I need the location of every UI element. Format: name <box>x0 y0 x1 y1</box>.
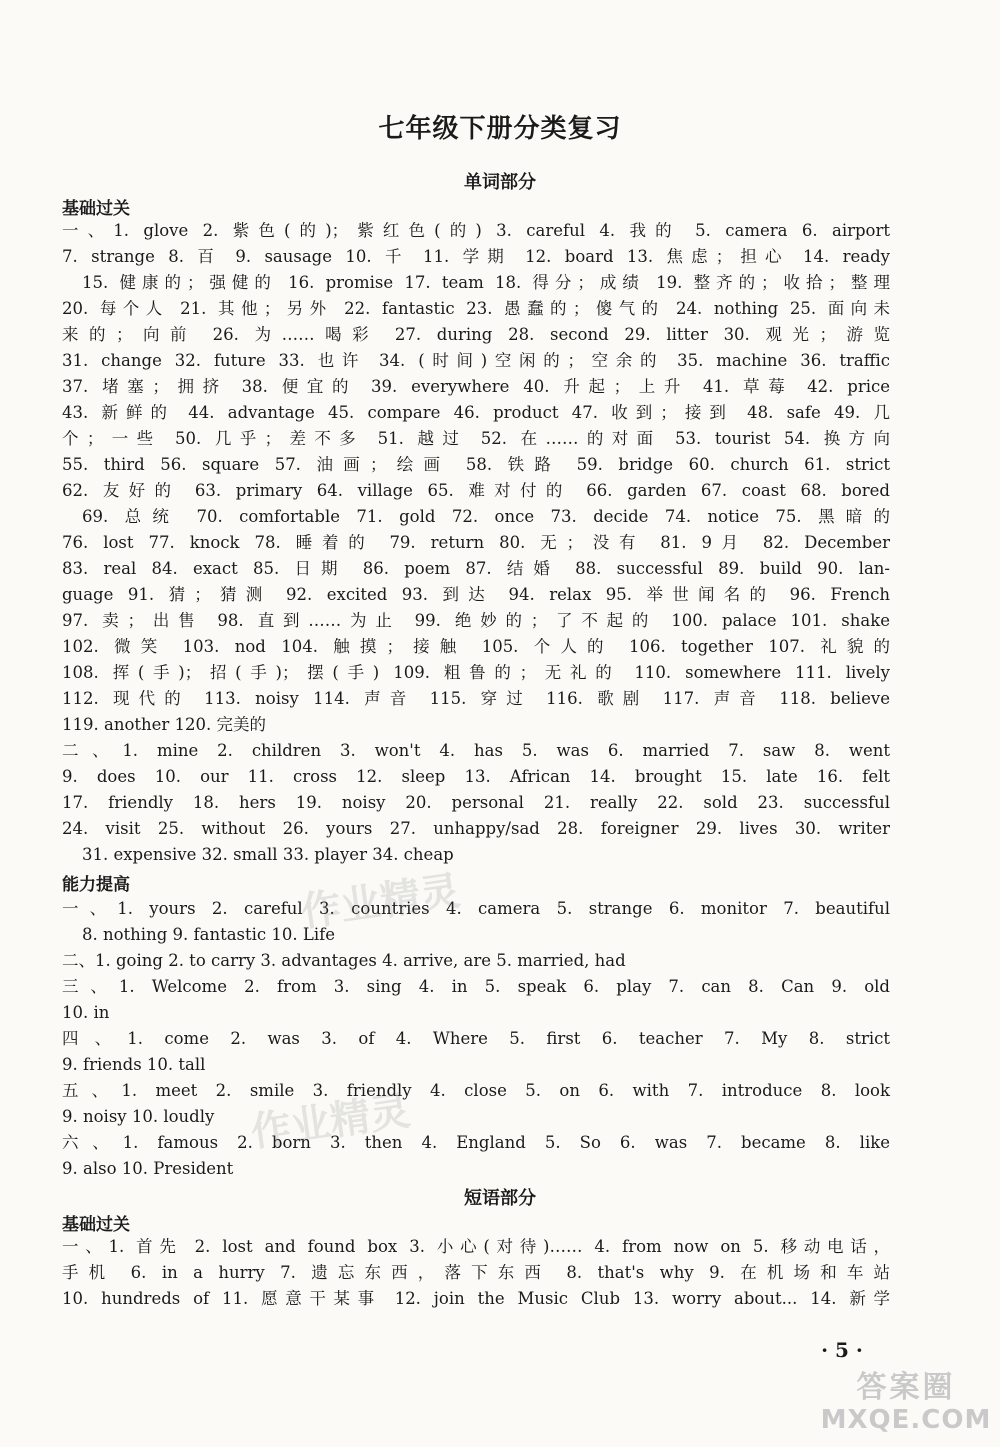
answer-line: 31. expensive 32. small 33. player 34. cheap <box>82 845 454 864</box>
answer-line: 六、1. famous 2. born 3. then 4. England 5. So 6. was 7. became 8. like <box>62 1133 890 1152</box>
section-title-phrases: 短语部分 <box>464 1188 536 1209</box>
answer-line: 83. real 84. exact 85. 日期 86. poem 87. 结婚 88. successful 89. build 90. lan- <box>62 559 890 578</box>
answer-line: 五、1. meet 2. smile 3. friendly 4. close 5. on 6. with 7. introduce 8. look <box>62 1081 890 1100</box>
answer-line: 9. noisy 10. loudly <box>62 1107 215 1126</box>
answer-line: 102. 微笑 103. nod 104. 触摸；接触 105. 个人的 106. together 107. 礼貌的 <box>62 637 890 656</box>
answer-line: 三、1. Welcome 2. from 3. sing 4. in 5. speak 6. play 7. can 8. Can 9. old <box>62 977 890 996</box>
answer-line: 108. 挥(手)；招(手)；摆(手) 109. 粗鲁的；无礼的 110. somewhere 111. lively <box>62 663 890 682</box>
answer-line: 个；一些 50. 几乎；差不多 51. 越过 52. 在……的对面 53. tourist 54. 换方向 <box>62 429 890 448</box>
stamp-watermark: 作业精灵 <box>248 1088 413 1156</box>
answer-line: 15. 健康的；强健的 16. promise 17. team 18. 得分；成绩 19. 整齐的；收拾；整理 <box>82 273 890 292</box>
answer-line: 四、1. come 2. was 3. of 4. Where 5. first 6. teacher 7. My 8. strict <box>62 1029 890 1048</box>
page-title: 七年级下册分类复习 <box>378 114 622 144</box>
answer-line: 二、1. going 2. to carry 3. advantages 4. arrive, are 5. married, had <box>62 951 626 970</box>
watermark-line2: MXQE.COM <box>820 1405 992 1435</box>
sub-heading-basic-words: 基础过关 <box>62 199 130 219</box>
answer-line: 112. 现代的 113. noisy 114. 声音 115. 穿过 116. 歌剧 117. 声音 118. believe <box>62 689 890 708</box>
answer-line: 9. does 10. our 11. cross 12. sleep 13. African 14. brought 15. late 16. felt <box>62 767 890 786</box>
answer-line: 20. 每个人 21. 其他；另外 22. fantastic 23. 愚蠢的；傻气的 24. nothing 25. 面向未 <box>62 299 890 318</box>
sub-heading-basic-phrases: 基础过关 <box>62 1215 130 1235</box>
answer-line: 119. another 120. 完美的 <box>62 715 267 734</box>
answer-line: 二、1. mine 2. children 3. won't 4. has 5. was 6. married 7. saw 8. went <box>62 741 890 760</box>
answer-line: guage 91. 猜；猜测 92. excited 93. 到达 94. relax 95. 举世闻名的 96. French <box>62 585 890 604</box>
answer-line: 9. friends 10. tall <box>62 1055 206 1074</box>
section-title-words: 单词部分 <box>464 172 536 193</box>
answer-line: 一、1. glove 2. 紫色(的)；紫红色(的) 3. careful 4. 我的 5. camera 6. airport <box>62 221 890 240</box>
answer-line: 31. change 32. future 33. 也许 34. (时间)空闲的；空余的 35. machine 36. traffic <box>62 351 890 370</box>
answer-line: 17. friendly 18. hers 19. noisy 20. personal 21. really 22. sold 23. successful <box>62 793 890 812</box>
answer-line: 76. lost 77. knock 78. 睡着的 79. return 80. 无；没有 81. 9月 82. December <box>62 533 890 552</box>
answer-line: 37. 堵塞；拥挤 38. 便宜的 39. everywhere 40. 升起；上升 41. 草莓 42. price <box>62 377 890 396</box>
answer-line: 7. strange 8. 百 9. sausage 10. 千 11. 学期 12. board 13. 焦虑；担心 14. ready <box>62 247 890 266</box>
answer-line: 97. 卖；出售 98. 直到……为止 99. 绝妙的；了不起的 100. palace 101. shake <box>62 611 890 630</box>
answer-line: 来的；向前 26. 为……喝彩 27. during 28. second 29. litter 30. 观光；游览 <box>62 325 890 344</box>
answer-line: 10. hundreds of 11. 愿意干某事 12. join the Music Club 13. worry about... 14. 新学 <box>62 1289 890 1308</box>
answer-line: 69. 总统 70. comfortable 71. gold 72. once 73. decide 74. notice 75. 黑暗的 <box>82 507 890 526</box>
stamp-watermark: 作业精灵 <box>298 868 463 936</box>
answer-line: 9. also 10. President <box>62 1159 234 1178</box>
answer-line: 62. 友好的 63. primary 64. village 65. 难对付的 66. garden 67. coast 68. bored <box>62 481 890 500</box>
answer-line: 手机 6. in a hurry 7. 遗忘东西，落下东西 8. that's why 9. 在机场和车站 <box>62 1263 890 1282</box>
watermark-line1: 答案圈 <box>856 1370 956 1405</box>
answer-line: 一、1. 首先 2. lost and found box 3. 小心(对待)…… 4. from now on 5. 移动电话， <box>62 1237 890 1256</box>
page-number: · 5 · <box>821 1338 863 1362</box>
sub-heading-advanced-words: 能力提高 <box>62 875 130 895</box>
site-watermark <box>820 1372 992 1442</box>
answer-line: 24. visit 25. without 26. yours 27. unhappy/sad 28. foreigner 29. lives 30. writer <box>62 819 890 838</box>
answer-line: 55. third 56. square 57. 油画；绘画 58. 铁路 59. bridge 60. church 61. strict <box>62 455 890 474</box>
answer-line: 43. 新鲜的 44. advantage 45. compare 46. product 47. 收到；接到 48. safe 49. 几 <box>62 403 890 422</box>
answer-line: 10. in <box>62 1003 110 1022</box>
answer-line: 一、1. yours 2. careful 3. countries 4. camera 5. strange 6. monitor 7. beautiful <box>62 899 890 918</box>
answer-line: 8. nothing 9. fantastic 10. Life <box>82 925 335 944</box>
